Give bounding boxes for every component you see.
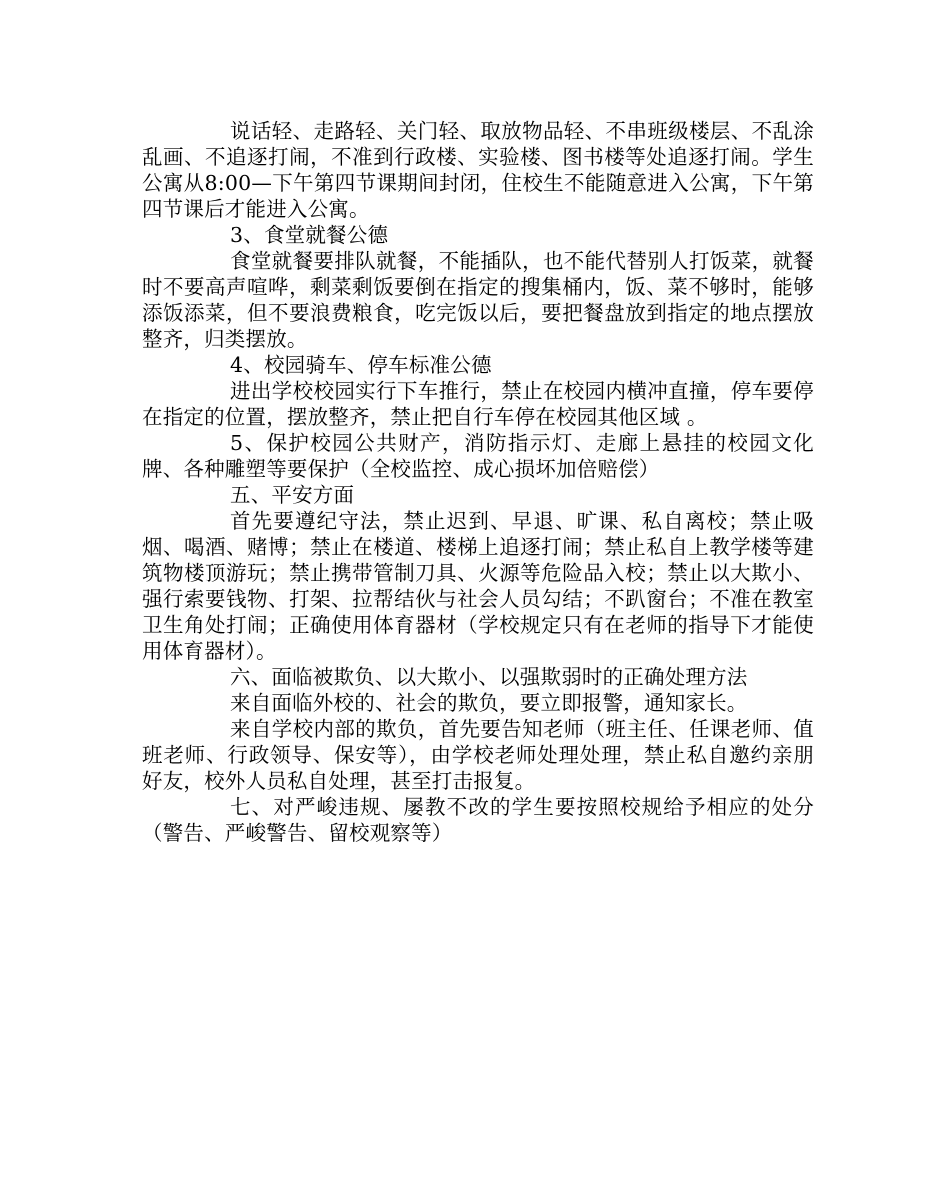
paragraph-cycling-rules: 进出学校校园实行下车推行，禁止在校园内横冲直撞，停车要停在指定的位置，摆放整齐，禁止把自行车停在校园其他区域 。 (142, 379, 814, 429)
paragraph-external-bullying: 来自面临外校的、社会的欺负，要立即报警，通知家长。 (230, 691, 748, 715)
heading-cycling-parking: 4、校园骑车、停车标准公德 (230, 353, 492, 377)
paragraph-canteen-rules: 食堂就餐要排队就餐，不能插队，也不能代替别人打饭菜，就餐时不要高声喧哗，剩菜剩饭要倒在指定的搜集桶内，饭、菜不够时，能够添饭添菜，但不要浪费粮食，吃完饭以后，要把餐盘放到指定的地点摆放整齐，归类摆放。 (142, 249, 814, 351)
paragraph-conduct-rules: 说话轻、走路轻、关门轻、取放物品轻、不串班级楼层、不乱涂乱画、不追逐打闹，不准到行政楼、实验楼、图书楼等处追逐打闹。学生公寓从8:00—下午第四节课期间封闭，住校生不能随意进入公寓，下午第四节课后才能进入公寓。 (142, 119, 814, 221)
paragraph-safety-rules: 首先要遵纪守法，禁止迟到、早退、旷课、私自离校；禁止吸烟、喝酒、赌博；禁止在楼道、楼梯上追逐打闹；禁止私自上教学楼等建筑物楼顶游玩；禁止携带管制刀具、火源等危险品入校；禁止以大欺小、强行索要钱物、打架、拉帮结伙与社会人员勾结；不趴窗台；不准在教室卫生角处打闹；正确使用体育器材（学校规定只有在老师的指导下才能使用体育器材）。 (142, 509, 814, 663)
heading-safety: 五、平安方面 (230, 483, 355, 507)
paragraph-internal-bullying: 来自学校内部的欺负，首先要告知老师（班主任、任课老师、值班老师、行政领导、保安等），由学校老师处理处理，禁止私自邀约亲朋好友，校外人员私自处理，甚至打击报复。 (142, 717, 814, 793)
heading-canteen-ethics: 3、食堂就餐公德 (230, 223, 389, 247)
heading-bullying-handling: 六、面临被欺负、以大欺小、以强欺弱时的正确处理方法 (230, 665, 748, 689)
paragraph-public-property: 5、保护校园公共财产，消防指示灯、走廊上悬挂的校园文化牌、各种雕塑等要保护（全校监控、成心损坏加倍赔偿） (142, 431, 814, 481)
document-body (142, 118, 814, 846)
heading-discipline: 七、对严峻违规、屡教不改的学生要按照校规给予相应的处分（警告、严峻警告、留校观察等） (142, 795, 814, 845)
